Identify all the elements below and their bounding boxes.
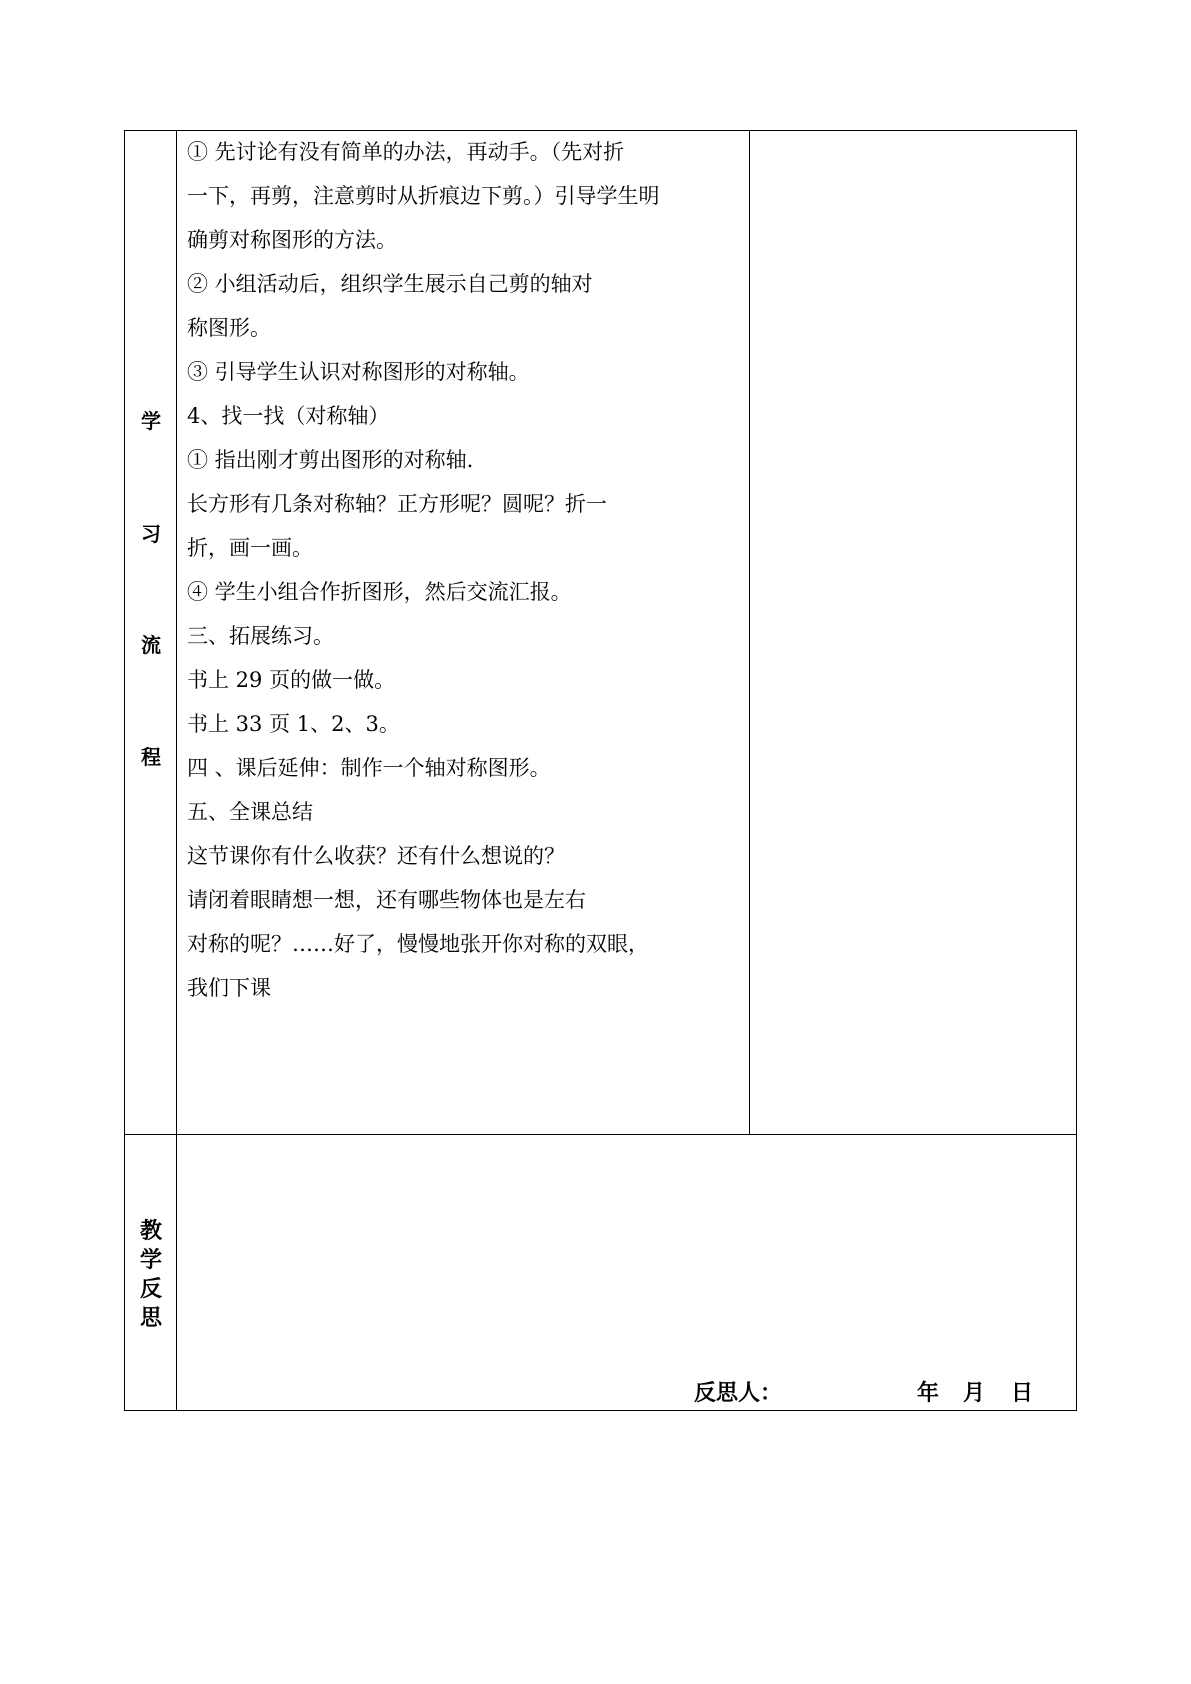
process-text-line: 五、全课总结 bbox=[187, 800, 313, 824]
process-text-line: 书上 29 页的做一做。 bbox=[187, 668, 396, 692]
process-text-line: 这节课你有什么收获？还有什么想说的？ bbox=[187, 844, 565, 868]
process-text-line: 长方形有几条对称轴？正方形呢？圆呢？折一 bbox=[187, 492, 607, 516]
process-text-line: 4、找一找（对称轴） bbox=[187, 404, 390, 428]
process-text-line: ④ 学生小组合作折图形，然后交流汇报。 bbox=[187, 580, 572, 604]
process-label-char: 流 bbox=[141, 633, 161, 657]
process-text-line: 一下，再剪，注意剪时从折痕边下剪。）引导学生明 bbox=[187, 184, 660, 208]
process-text-line: 请闭着眼睛想一想，还有哪些物体也是左右 bbox=[187, 888, 586, 912]
reflection-label-char: 学 bbox=[139, 1248, 162, 1273]
learning-process-row bbox=[125, 131, 1077, 1135]
process-text-line: 书上 33 页 1、2、3。 bbox=[187, 712, 400, 736]
process-text-line: 确剪对称图形的方法。 bbox=[187, 228, 397, 252]
learning-process-label-cell bbox=[125, 131, 177, 1135]
date-month-label: 月 bbox=[963, 1381, 986, 1406]
date-day-label: 日 bbox=[1011, 1381, 1034, 1406]
process-text-line: ① 先讨论有没有简单的办法，再动手。（先对折 bbox=[187, 140, 625, 164]
teaching-reflection-label-cell bbox=[125, 1135, 177, 1411]
process-text-line: ① 指出刚才剪出图形的对称轴. bbox=[187, 448, 474, 472]
process-text-line: 称图形。 bbox=[187, 316, 271, 340]
process-text-line: ③ 引导学生认识对称图形的对称轴。 bbox=[187, 360, 530, 384]
reflection-label-char: 思 bbox=[139, 1306, 162, 1331]
process-label-char: 程 bbox=[141, 745, 161, 769]
notes-cell bbox=[750, 131, 1077, 1135]
process-text-line: 四 、课后延伸：制作一个轴对称图形。 bbox=[187, 756, 551, 780]
reflection-label-char: 反 bbox=[139, 1277, 162, 1302]
reflection-label-char: 教 bbox=[139, 1219, 162, 1244]
date-year-label: 年 bbox=[917, 1381, 940, 1406]
teaching-reflection-content-cell bbox=[177, 1135, 1077, 1411]
process-text-line: 对称的呢？……好了，慢慢地张开你对称的双眼， bbox=[187, 932, 649, 956]
process-text-line: 三、拓展练习。 bbox=[187, 624, 334, 648]
process-text-line: 我们下课 bbox=[187, 976, 271, 1000]
process-text-line: ② 小组活动后，组织学生展示自己剪的轴对 bbox=[187, 272, 593, 296]
lesson-plan-table bbox=[124, 130, 1077, 1411]
reflector-label: 反思人： bbox=[694, 1381, 783, 1406]
process-label-char: 习 bbox=[141, 522, 161, 546]
teaching-reflection-row bbox=[125, 1135, 1077, 1411]
process-text-line: 折，画一画。 bbox=[187, 536, 313, 560]
process-label-char: 学 bbox=[141, 409, 161, 433]
learning-process-content-cell bbox=[177, 131, 750, 1135]
teaching-reflection-label bbox=[125, 1217, 177, 1333]
